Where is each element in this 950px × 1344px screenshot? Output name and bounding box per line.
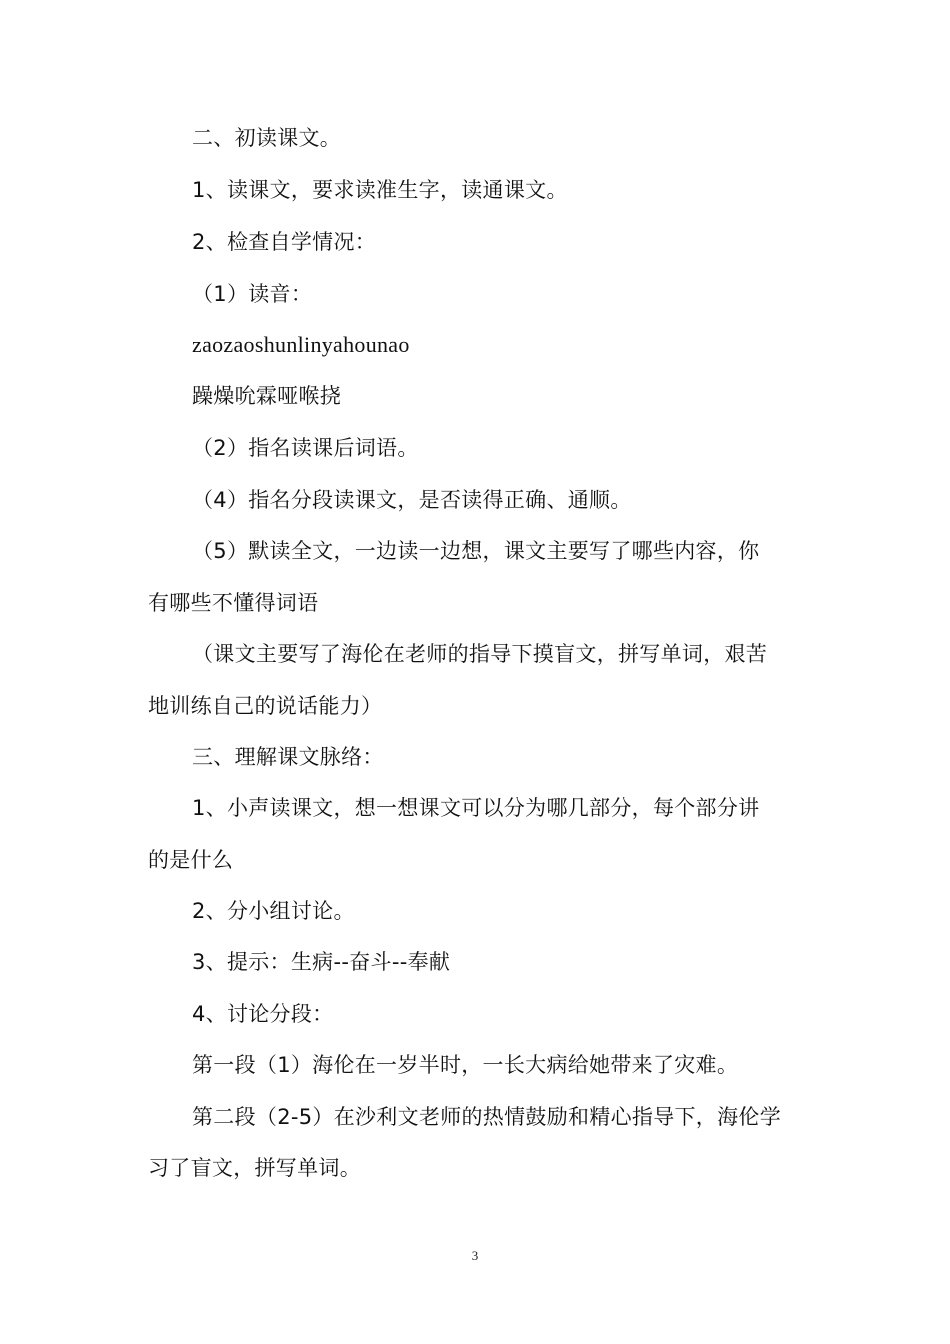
step-read-quietly: 1、小声读课文，想一想课文可以分为哪几部分，每个部分讲 — [192, 796, 760, 820]
content-summary: （课文主要写了海伦在老师的指导下摸盲文，拼写单词，艰苦 — [192, 642, 768, 666]
step-read-text: 1、读课文，要求读准生字，读通课文。 — [192, 178, 568, 202]
step-hint: 3、提示：生病--奋斗--奉献 — [192, 950, 451, 974]
step-discuss-sections: 4、讨论分段： — [192, 1002, 334, 1026]
section-two-cont: 习了盲文，拼写单词。 — [148, 1156, 361, 1180]
section-heading-structure: 三、理解课文脉络： — [192, 745, 384, 769]
section-two: 第二段（2-5）在沙利文老师的热情鼓励和精心指导下，海伦学 — [192, 1105, 781, 1129]
characters-line: 躁燥吮霖哑喉挠 — [192, 384, 342, 408]
substep-read-by-section: （4）指名分段读课文，是否读得正确、通顺。 — [192, 488, 632, 512]
step-group-discussion: 2、分小组讨论。 — [192, 899, 355, 923]
content-summary-cont: 地训练自己的说话能力） — [148, 694, 383, 718]
step-read-quietly-cont: 的是什么 — [148, 848, 234, 872]
substep-pronunciation: （1）读音： — [192, 282, 313, 306]
substep-read-vocabulary: （2）指名读课后词语。 — [192, 436, 419, 460]
page-number: 3 — [471, 1248, 479, 1263]
substep-silent-reading-cont: 有哪些不懂得词语 — [148, 591, 319, 615]
step-check-self-study: 2、检查自学情况： — [192, 230, 377, 254]
section-heading-first-reading: 二、初读课文。 — [192, 126, 342, 150]
section-one: 第一段（1）海伦在一岁半时，一长大病给她带来了灾难。 — [192, 1053, 739, 1077]
substep-silent-reading: （5）默读全文，一边读一边想，课文主要写了哪些内容，你 — [192, 539, 760, 563]
pinyin-line: zaozaoshunlinyahounao — [192, 332, 410, 357]
